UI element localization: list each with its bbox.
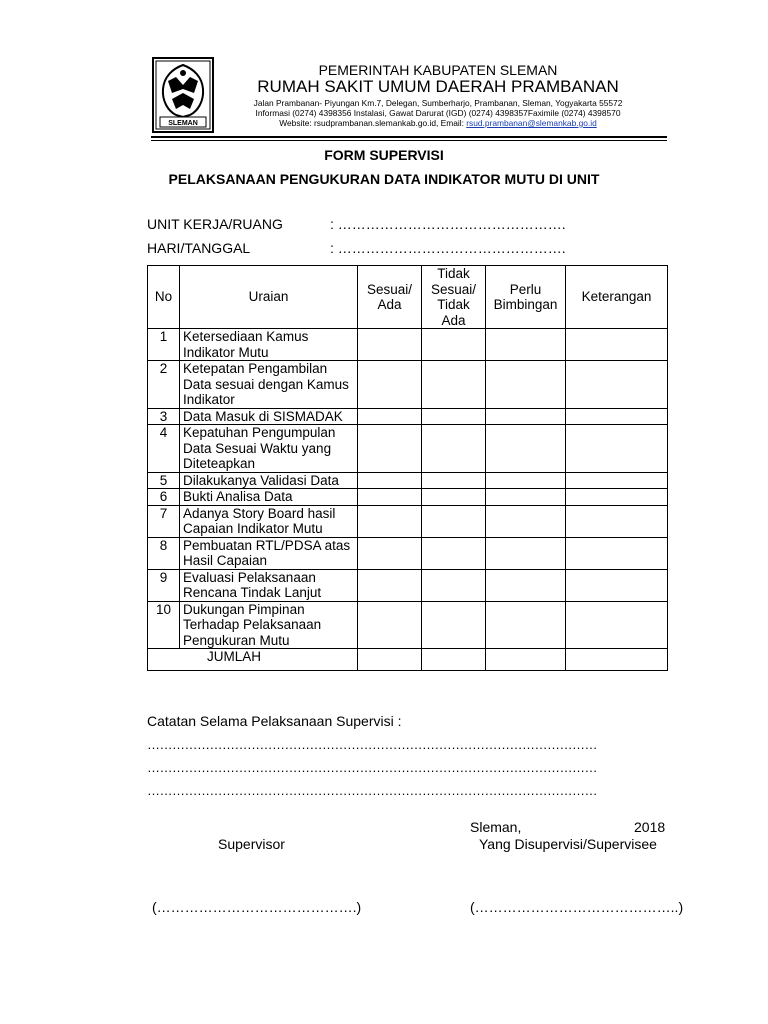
- cell-perlu-bimbingan[interactable]: [486, 408, 566, 425]
- row-no: 2: [148, 361, 180, 409]
- table-row: [148, 329, 668, 361]
- header-rule-thick: [151, 136, 667, 138]
- row-uraian: Dilakukanya Validasi Data: [180, 472, 358, 489]
- header-keterangan: Keterangan: [566, 266, 668, 329]
- cell-perlu-bimbingan[interactable]: [486, 361, 566, 409]
- table-row: [148, 505, 668, 537]
- cell-sesuai[interactable]: [358, 408, 422, 425]
- row-uraian: Bukti Analisa Data: [180, 489, 358, 506]
- supervision-table: [147, 265, 668, 671]
- cell-perlu-bimbingan[interactable]: [486, 537, 566, 569]
- signature-place: Sleman,: [470, 819, 522, 835]
- table-row: [148, 425, 668, 473]
- supervisor-label: Supervisor: [218, 836, 285, 852]
- cell-keterangan[interactable]: [566, 505, 668, 537]
- cell-tidak-sesuai[interactable]: [422, 505, 486, 537]
- website-line: [222, 118, 654, 128]
- row-uraian: Pembuatan RTL/PDSA atas Hasil Capaian: [180, 537, 358, 569]
- cell-tidak-sesuai[interactable]: [422, 408, 486, 425]
- row-uraian: Data Masuk di SISMADAK: [180, 408, 358, 425]
- unit-label: UNIT KERJA/RUANG: [147, 216, 283, 232]
- government-line: PEMERINTAH KABUPATEN SLEMAN: [318, 62, 558, 78]
- cell-perlu-bimbingan[interactable]: [486, 569, 566, 601]
- cell-tidak-sesuai[interactable]: [422, 489, 486, 506]
- table-row: [148, 601, 668, 649]
- row-uraian: Ketersediaan Kamus Indikator Mutu: [180, 329, 358, 361]
- supervisee-signature-blank[interactable]: (……………………………………..): [470, 899, 684, 915]
- row-uraian: Dukungan Pimpinan Terhadap Pelaksanaan Pengukuran Mutu: [180, 601, 358, 649]
- cell-perlu-bimbingan[interactable]: [486, 505, 566, 537]
- cell-keterangan[interactable]: [566, 425, 668, 473]
- cell-sesuai[interactable]: [358, 489, 422, 506]
- regency-logo: [152, 57, 214, 133]
- cell-keterangan[interactable]: [566, 489, 668, 506]
- table-header-row: [148, 266, 668, 329]
- cell-tidak-sesuai[interactable]: [422, 425, 486, 473]
- cell-keterangan[interactable]: [566, 601, 668, 649]
- table-row: [148, 472, 668, 489]
- table-row: [148, 537, 668, 569]
- cell-keterangan[interactable]: [566, 361, 668, 409]
- email-link[interactable]: rsud.prambanan@slemankab.go.id: [466, 118, 597, 128]
- cell-keterangan[interactable]: [566, 329, 668, 361]
- row-uraian: Kepatuhan Pengumpulan Data Sesuai Waktu yang Diteteapkan: [180, 425, 358, 473]
- contact-line: Informasi (0274) 4398356 Instalasi, Gawat Darurat (IGD) (0274) 4398357Faximile (0274) 4398570: [255, 108, 621, 118]
- header-perlu-bimbingan: Perlu Bimbingan: [486, 266, 566, 329]
- cell-sesuai[interactable]: [358, 505, 422, 537]
- row-no: 5: [148, 472, 180, 489]
- row-no: 6: [148, 489, 180, 506]
- cell-perlu-bimbingan[interactable]: [486, 489, 566, 506]
- cell-perlu-bimbingan[interactable]: [486, 425, 566, 473]
- row-no: 9: [148, 569, 180, 601]
- notes-line-2[interactable]: ………………………………………………………………………………………………: [147, 760, 597, 775]
- row-uraian: Ketepatan Pengambilan Data sesuai dengan Kamus Indikator: [180, 361, 358, 409]
- table-total-row: [148, 649, 668, 671]
- cell-keterangan[interactable]: [566, 408, 668, 425]
- row-no: 7: [148, 505, 180, 537]
- notes-line-1[interactable]: ………………………………………………………………………………………………: [147, 737, 597, 752]
- cell-perlu-bimbingan[interactable]: [486, 329, 566, 361]
- table-row: [148, 569, 668, 601]
- hospital-contact-block: [222, 98, 654, 128]
- cell-sesuai[interactable]: [358, 472, 422, 489]
- cell-tidak-sesuai[interactable]: [422, 361, 486, 409]
- cell-tidak-sesuai[interactable]: [422, 472, 486, 489]
- row-no: 4: [148, 425, 180, 473]
- cell-sesuai[interactable]: [358, 425, 422, 473]
- cell-keterangan[interactable]: [566, 472, 668, 489]
- unit-field[interactable]: : ………………………………………….: [330, 216, 566, 232]
- header-no: No: [148, 266, 180, 329]
- cell-perlu-bimbingan[interactable]: [486, 472, 566, 489]
- signature-year: 2018: [634, 819, 666, 835]
- website-text: Website: rsudprambanan.slemankab.go.id, Email:: [279, 118, 467, 128]
- row-no: 8: [148, 537, 180, 569]
- cell-sesuai[interactable]: [358, 569, 422, 601]
- total-label: JUMLAH: [148, 649, 358, 671]
- table-row: [148, 408, 668, 425]
- notes-line-3[interactable]: ………………………………………………………………………………………………: [147, 783, 597, 798]
- table-row: [148, 361, 668, 409]
- form-subtitle: PELAKSANAAN PENGUKURAN DATA INDIKATOR MUTU DI UNIT: [168, 171, 600, 187]
- total-keterangan[interactable]: [566, 649, 668, 671]
- cell-tidak-sesuai[interactable]: [422, 569, 486, 601]
- cell-keterangan[interactable]: [566, 569, 668, 601]
- row-uraian: Adanya Story Board hasil Capaian Indikator Mutu: [180, 505, 358, 537]
- cell-tidak-sesuai[interactable]: [422, 537, 486, 569]
- date-field[interactable]: : ………………………………………….: [330, 240, 566, 256]
- supervisee-label: Yang Disupervisi/Supervisee: [479, 836, 657, 852]
- cell-sesuai[interactable]: [358, 537, 422, 569]
- row-no: 1: [148, 329, 180, 361]
- row-no: 10: [148, 601, 180, 649]
- cell-tidak-sesuai[interactable]: [422, 329, 486, 361]
- cell-sesuai[interactable]: [358, 361, 422, 409]
- notes-label: Catatan Selama Pelaksanaan Supervisi :: [147, 713, 402, 729]
- row-no: 3: [148, 408, 180, 425]
- supervisor-signature-blank[interactable]: (…………………………………….): [152, 899, 362, 915]
- total-tidak-sesuai[interactable]: [422, 649, 486, 671]
- total-sesuai[interactable]: [358, 649, 422, 671]
- logo-text: SLEMAN: [168, 120, 198, 127]
- form-title: FORM SUPERVISI: [324, 147, 444, 163]
- cell-keterangan[interactable]: [566, 537, 668, 569]
- table-row: [148, 489, 668, 506]
- cell-sesuai[interactable]: [358, 329, 422, 361]
- header-uraian: Uraian: [180, 266, 358, 329]
- cell-sesuai[interactable]: [358, 601, 422, 649]
- hospital-name: RUMAH SAKIT UMUM DAERAH PRAMBANAN: [257, 77, 619, 96]
- header-sesuai: Sesuai/ Ada: [358, 266, 422, 329]
- row-uraian: Evaluasi Pelaksanaan Rencana Tindak Lanjut: [180, 569, 358, 601]
- header-rule-thin: [151, 140, 667, 141]
- cell-perlu-bimbingan[interactable]: [486, 601, 566, 649]
- date-label: HARI/TANGGAL: [147, 240, 251, 256]
- cell-tidak-sesuai[interactable]: [422, 601, 486, 649]
- header-tidak-sesuai: Tidak Sesuai/ Tidak Ada: [422, 266, 486, 329]
- address-line: Jalan Prambanan- Piyungan Km.7, Delegan, Sumberharjo, Prambanan, Sleman, Yogyakarta 55572: [253, 98, 623, 108]
- total-perlu-bimbingan[interactable]: [486, 649, 566, 671]
